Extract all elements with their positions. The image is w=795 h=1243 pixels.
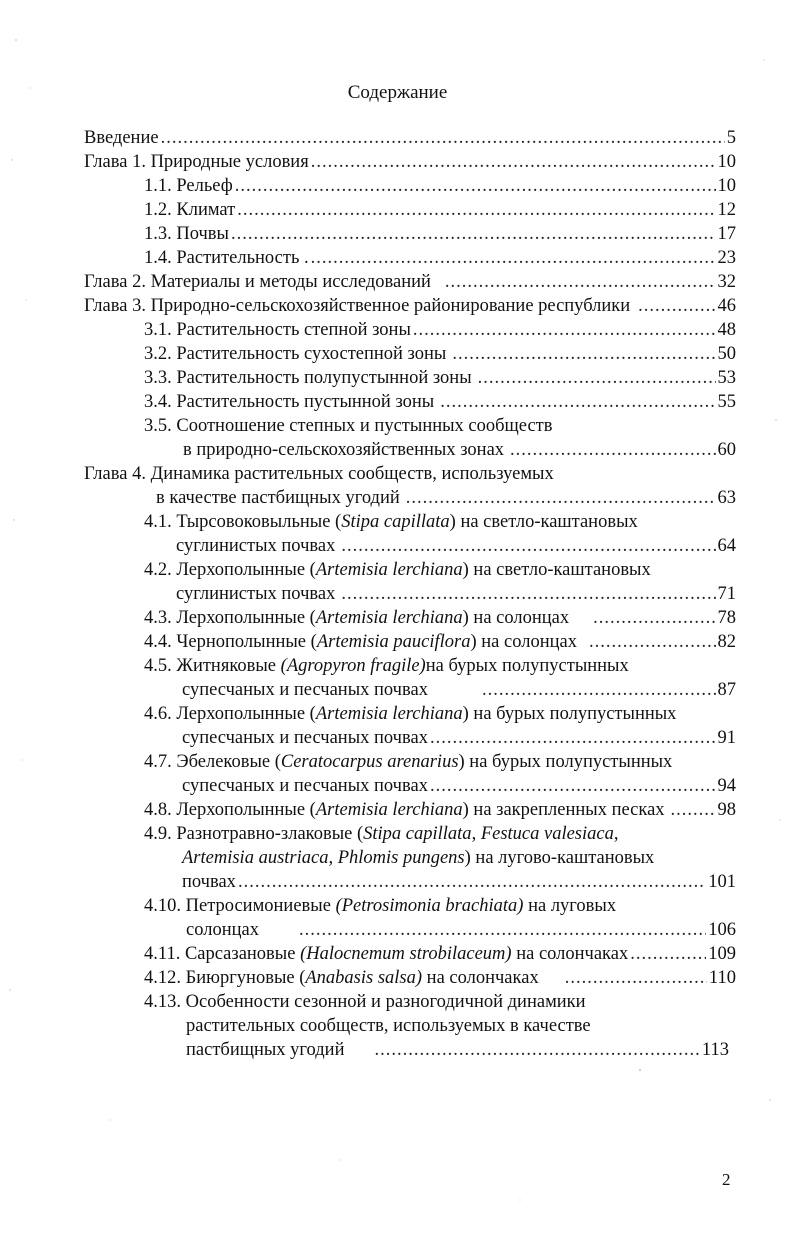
toc-page: 17 xyxy=(717,224,736,244)
toc-page: 53 xyxy=(717,368,736,388)
toc-entry-4-9-line1: 4.9. Разнотравно-злаковые (Stipa capillata, Festuca valesiaca, xyxy=(144,824,619,844)
toc-page: 94 xyxy=(717,776,736,796)
toc-entry-4-11[interactable] xyxy=(144,942,736,966)
toc-entry-1-2[interactable] xyxy=(144,198,736,222)
toc-entry-4-13-line1: 4.13. Особенности сезонной и разногодичной динамики xyxy=(144,992,586,1012)
toc-page: 91 xyxy=(717,728,736,748)
leader-dots xyxy=(299,918,706,942)
toc-label: 1.2. Климат xyxy=(144,200,236,220)
leader-dots xyxy=(478,366,716,390)
toc-label: Глава 3. Природно-сельскохозяйственное районирование республики xyxy=(84,296,631,316)
toc-label: 4.3. Лерхополынные (Artemisia lerchiana) на солонцах xyxy=(144,608,570,628)
toc-label: 4.12. Биюргуновые (Anabasis salsa) на солончаках xyxy=(144,968,539,988)
toc-entry-4-10[interactable] xyxy=(186,918,736,942)
toc-label: 4.4. Чернополынные (Artemisia pauciflora) на солонцах xyxy=(144,632,577,652)
toc-entry-4-12[interactable] xyxy=(144,966,736,990)
toc-page: 48 xyxy=(717,320,736,340)
toc-entry-intro[interactable] xyxy=(84,126,736,150)
toc-entry-3-4[interactable] xyxy=(144,390,736,414)
page-number: 2 xyxy=(722,1170,731,1189)
leader-dots xyxy=(374,1038,699,1062)
leader-dots xyxy=(235,174,716,198)
toc-entry-chapter-4[interactable] xyxy=(156,486,736,510)
toc-label: Введение xyxy=(84,128,159,148)
leader-dots xyxy=(238,870,706,894)
toc-entry-4-5[interactable] xyxy=(182,678,736,702)
toc-label: суглинистых почвах xyxy=(176,584,336,604)
toc-page: 101 xyxy=(708,872,736,892)
leader-dots xyxy=(430,774,716,798)
toc-entry-4-9-line2: Artemisia austriaca, Phlomis pungens) на лугово-каштановых xyxy=(182,848,655,868)
toc-entry-3-5[interactable] xyxy=(183,438,736,462)
toc-page: 87 xyxy=(717,680,736,700)
toc-page: 109 xyxy=(708,944,736,964)
toc-label: 4.8. Лерхополынные (Artemisia lerchiana) на закрепленных песках xyxy=(144,800,665,820)
leader-dots xyxy=(671,798,716,822)
toc-page: 46 xyxy=(717,296,736,316)
toc-label: в природно-сельскохозяйственных зонах xyxy=(183,440,505,460)
leader-dots xyxy=(341,582,715,606)
toc-label: 1.1. Рельеф xyxy=(144,176,233,196)
toc-label: супесчаных и песчаных почвах xyxy=(182,776,428,796)
toc-page: 50 xyxy=(717,344,736,364)
toc-page: 98 xyxy=(717,800,736,820)
toc-label: 1.3. Почвы xyxy=(144,224,229,244)
toc-entry-4-7-line1: 4.7. Эбелековые (Ceratocarpus arenarius) на бурых полупустынных xyxy=(144,752,673,772)
leader-dots xyxy=(482,678,716,702)
toc-label: почвах xyxy=(182,872,236,892)
toc-entry-4-9[interactable] xyxy=(182,870,736,894)
toc-entry-4-7[interactable] xyxy=(182,774,736,798)
leader-dots xyxy=(413,318,716,342)
toc-label: супесчаных и песчаных почвах xyxy=(182,680,428,700)
leader-dots xyxy=(311,150,716,174)
toc-entry-4-6[interactable] xyxy=(182,726,736,750)
toc-label: 3.4. Растительность пустынной зоны xyxy=(144,392,435,412)
toc-entry-4-4[interactable] xyxy=(144,630,736,654)
toc-label: 1.4. Растительность . xyxy=(144,248,309,268)
toc-page: 5 xyxy=(726,128,736,148)
toc-entry-4-2-line1: 4.2. Лерхополынные (Artemisia lerchiana) на светло-каштановых xyxy=(144,560,651,580)
toc-entry-chapter-3[interactable] xyxy=(84,294,736,318)
toc-entry-4-5-line1: 4.5. Житняковые (Agropyron fragile)на бурых полупустынных xyxy=(144,656,629,676)
toc-page: 78 xyxy=(717,608,736,628)
toc-entry-4-6-line1: 4.6. Лерхополынные (Artemisia lerchiana) на бурых полупустынных xyxy=(144,704,677,724)
leader-dots xyxy=(630,942,706,966)
toc-entry-1-1[interactable] xyxy=(144,174,736,198)
toc-page: 60 xyxy=(717,440,736,460)
toc-label: в качестве пастбищных угодий xyxy=(156,488,400,508)
toc-entry-3-1[interactable] xyxy=(144,318,736,342)
toc-entry-4-8[interactable] xyxy=(144,798,736,822)
toc-entry-1-3[interactable] xyxy=(144,222,736,246)
toc-entry-4-2[interactable] xyxy=(176,582,736,606)
toc-page: 113 xyxy=(701,1040,729,1060)
toc-entry-3-5-line1: 3.5. Соотношение степных и пустынных сообществ xyxy=(144,416,553,436)
toc-label: 4.11. Сарсазановые (Halocnemum strobilaceum) на солончаках xyxy=(144,944,629,964)
toc-page: 64 xyxy=(717,536,736,556)
leader-dots xyxy=(445,270,716,294)
toc-label: солонцах xyxy=(186,920,259,940)
toc-entry-1-4[interactable] xyxy=(144,246,736,270)
toc-label: Глава 1. Природные условия xyxy=(84,152,309,172)
toc-entry-3-3[interactable] xyxy=(144,366,736,390)
toc-page: 82 xyxy=(717,632,736,652)
toc-entry-chapter-1[interactable] xyxy=(84,150,736,174)
toc-label: 3.1. Растительность степной зоны xyxy=(144,320,411,340)
toc-page: 55 xyxy=(717,392,736,412)
toc-page: 10 xyxy=(717,176,736,196)
leader-dots xyxy=(341,534,715,558)
leader-dots xyxy=(406,486,716,510)
toc-entry-chapter-4-line1: Глава 4. Динамика растительных сообществ, используемых xyxy=(84,464,554,484)
leader-dots xyxy=(430,726,716,750)
toc-entry-4-3[interactable] xyxy=(144,606,736,630)
toc-page: 63 xyxy=(717,488,736,508)
toc-entry-4-10-line1: 4.10. Петросимониевые (Petrosimonia brachiata) на луговых xyxy=(144,896,617,916)
toc-entry-chapter-2[interactable] xyxy=(84,270,736,294)
leader-dots xyxy=(452,342,715,366)
toc-entry-4-1[interactable] xyxy=(176,534,736,558)
leader-dots xyxy=(231,222,716,246)
toc-label: Глава 2. Материалы и методы исследований xyxy=(84,272,431,292)
leader-dots xyxy=(638,294,715,318)
toc-page: 12 xyxy=(717,200,736,220)
leader-dots xyxy=(593,606,715,630)
leader-dots xyxy=(237,198,715,222)
page-title: Содержание xyxy=(347,82,448,103)
leader-dots xyxy=(440,390,715,414)
toc-label: 3.2. Растительность сухостепной зоны xyxy=(144,344,447,364)
toc-label: 3.3. Растительность полупустынной зоны xyxy=(144,368,472,388)
toc-label: суглинистых почвах xyxy=(176,536,336,556)
toc-entry-4-13-line2: растительных сообществ, используемых в качестве xyxy=(186,1016,591,1036)
leader-dots xyxy=(589,630,716,654)
toc-label: супесчаных и песчаных почвах xyxy=(182,728,428,748)
toc-page: 32 xyxy=(717,272,736,292)
leader-dots xyxy=(510,438,715,462)
toc-entry-4-1-line1: 4.1. Тырсовоковыльные (Stipa capillata) на светло-каштановых xyxy=(144,512,638,532)
toc-entry-3-2[interactable] xyxy=(144,342,736,366)
toc-page: 110 xyxy=(708,968,736,988)
toc-page: 106 xyxy=(708,920,736,940)
toc-page: 10 xyxy=(717,152,736,172)
toc-page: 23 xyxy=(717,248,736,268)
leader-dots xyxy=(161,126,725,150)
toc-entry-4-13[interactable] xyxy=(186,1038,729,1062)
leader-dots xyxy=(311,246,716,270)
toc-label: пастбищных угодий xyxy=(186,1040,345,1060)
toc-page: 71 xyxy=(717,584,736,604)
leader-dots xyxy=(565,966,707,990)
